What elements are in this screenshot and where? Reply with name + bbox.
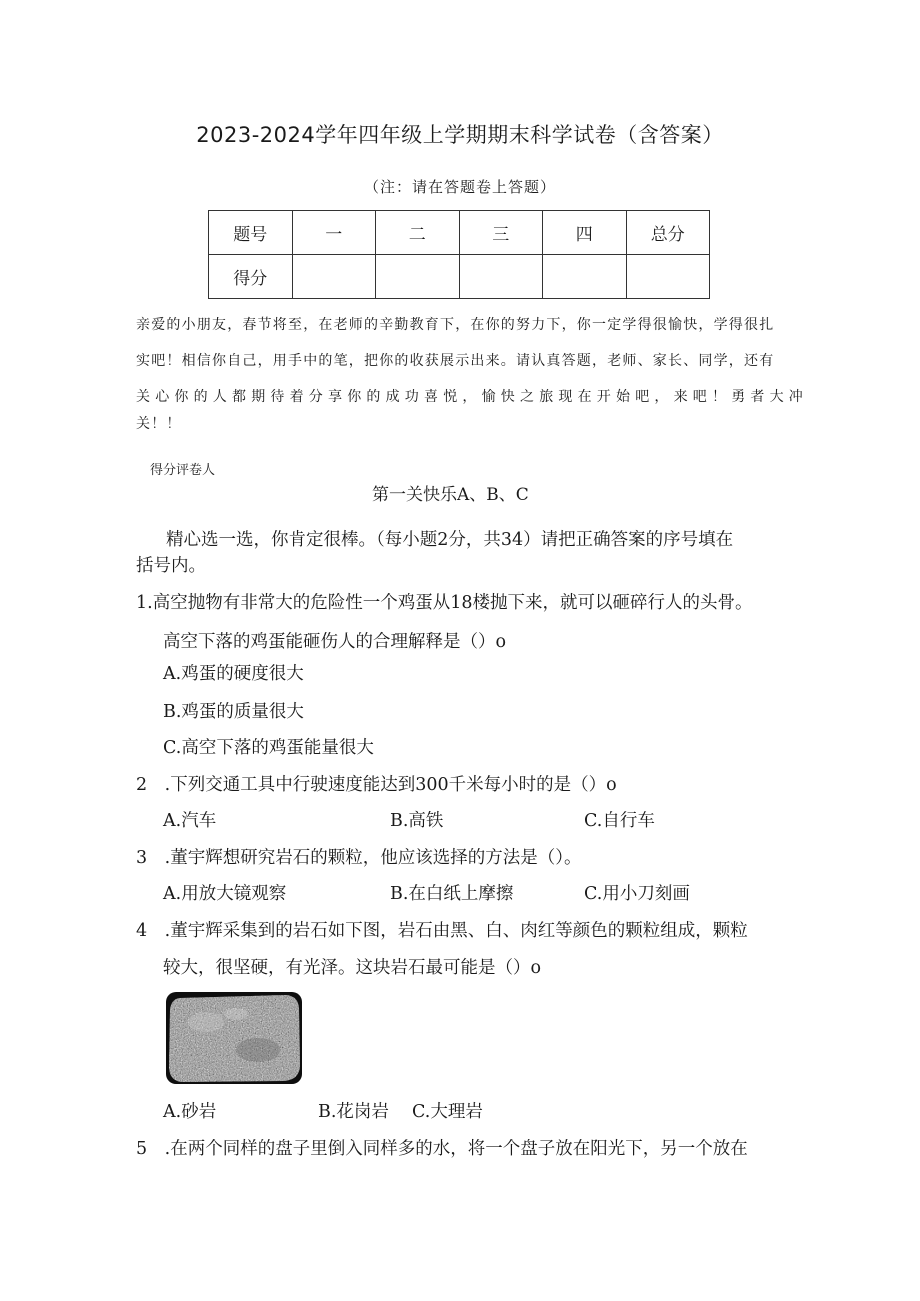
score-cell	[376, 255, 460, 299]
question-3-option-c: C.用小刀刻画	[584, 884, 690, 904]
question-1-option-a: A.鸡蛋的硬度很大	[163, 664, 304, 684]
section-title: 第一关快乐A、B、C	[372, 485, 529, 505]
score-cell	[626, 255, 710, 299]
score-table-header: 一	[292, 211, 376, 255]
question-2-option-c: C.自行车	[584, 811, 655, 831]
question-4-option-a: A.砂岩	[163, 1102, 217, 1122]
intro-line: 关心你的人都期待着分享你的成功喜悦，愉快之旅现在开始吧，来吧！勇者大冲	[136, 389, 808, 405]
question-3-option-b: B.在白纸上摩擦	[390, 884, 514, 904]
question-1-stem: 高空下落的鸡蛋能砸伤人的合理解释是（）o	[163, 632, 507, 652]
intro-line: 关！！	[136, 416, 182, 432]
question-4-stem: 4 .董宇辉采集到的岩石如下图，岩石由黑、白、肉红等颜色的颗粒组成，颗粒	[136, 921, 748, 941]
score-table	[208, 210, 710, 299]
score-table-score-row	[209, 255, 710, 299]
score-table-header: 四	[543, 211, 627, 255]
score-row-label: 得分	[209, 255, 293, 299]
question-4-option-c: C.大理岩	[412, 1102, 483, 1122]
score-table-header: 三	[459, 211, 543, 255]
score-table-header: 总分	[626, 211, 710, 255]
score-cell	[543, 255, 627, 299]
question-2-stem: 2 .下列交通工具中行驶速度能达到300千米每小时的是（）o	[136, 775, 617, 795]
question-2-option-a: A.汽车	[163, 811, 217, 831]
question-1-stem: 1.高空抛物有非常大的危险性一个鸡蛋从18楼抛下来，就可以砸碎行人的头骨。	[136, 593, 753, 613]
score-table-header: 二	[376, 211, 460, 255]
question-5-stem: 5 .在两个同样的盘子里倒入同样多的水，将一个盘子放在阳光下，另一个放在	[136, 1139, 748, 1159]
score-cell	[292, 255, 376, 299]
page-title: 2023-2024学年四年级上学期期末科学试卷（含答案）	[196, 123, 724, 147]
section-instruction: 精心选一选，你肯定很棒。（每小题2分，共34）请把正确答案的序号填在	[166, 530, 734, 550]
score-table-header-row	[209, 211, 710, 255]
grader-label: 得分评卷人	[150, 463, 216, 478]
intro-line: 实吧！相信你自己，用手中的笔，把你的收获展示出来。请认真答题，老师、家长、同学，还有	[136, 353, 775, 369]
question-4-option-b: B.花岗岩	[318, 1102, 389, 1122]
answer-sheet-note: （注：请在答题卷上答题）	[363, 178, 556, 196]
question-3-stem: 3 .董宇辉想研究岩石的颗粒，他应该选择的方法是（）。	[136, 848, 582, 868]
question-1-option-c: C.高空下落的鸡蛋能量很大	[163, 738, 374, 758]
score-table-header: 题号	[209, 211, 293, 255]
score-cell	[459, 255, 543, 299]
question-2-option-b: B.高铁	[390, 811, 444, 831]
question-3-option-a: A.用放大镜观察	[163, 884, 287, 904]
question-1-option-b: B.鸡蛋的质量很大	[163, 702, 304, 722]
intro-line: 亲爱的小朋友，春节将至，在老师的辛勤教育下，在你的努力下，你一定学得很愉快，学得很扎	[136, 317, 775, 333]
section-instruction: 括号内。	[136, 556, 206, 576]
granite-rock-image	[166, 992, 302, 1084]
question-4-stem: 较大，很坚硬，有光泽。这块岩石最可能是（）o	[163, 958, 542, 978]
